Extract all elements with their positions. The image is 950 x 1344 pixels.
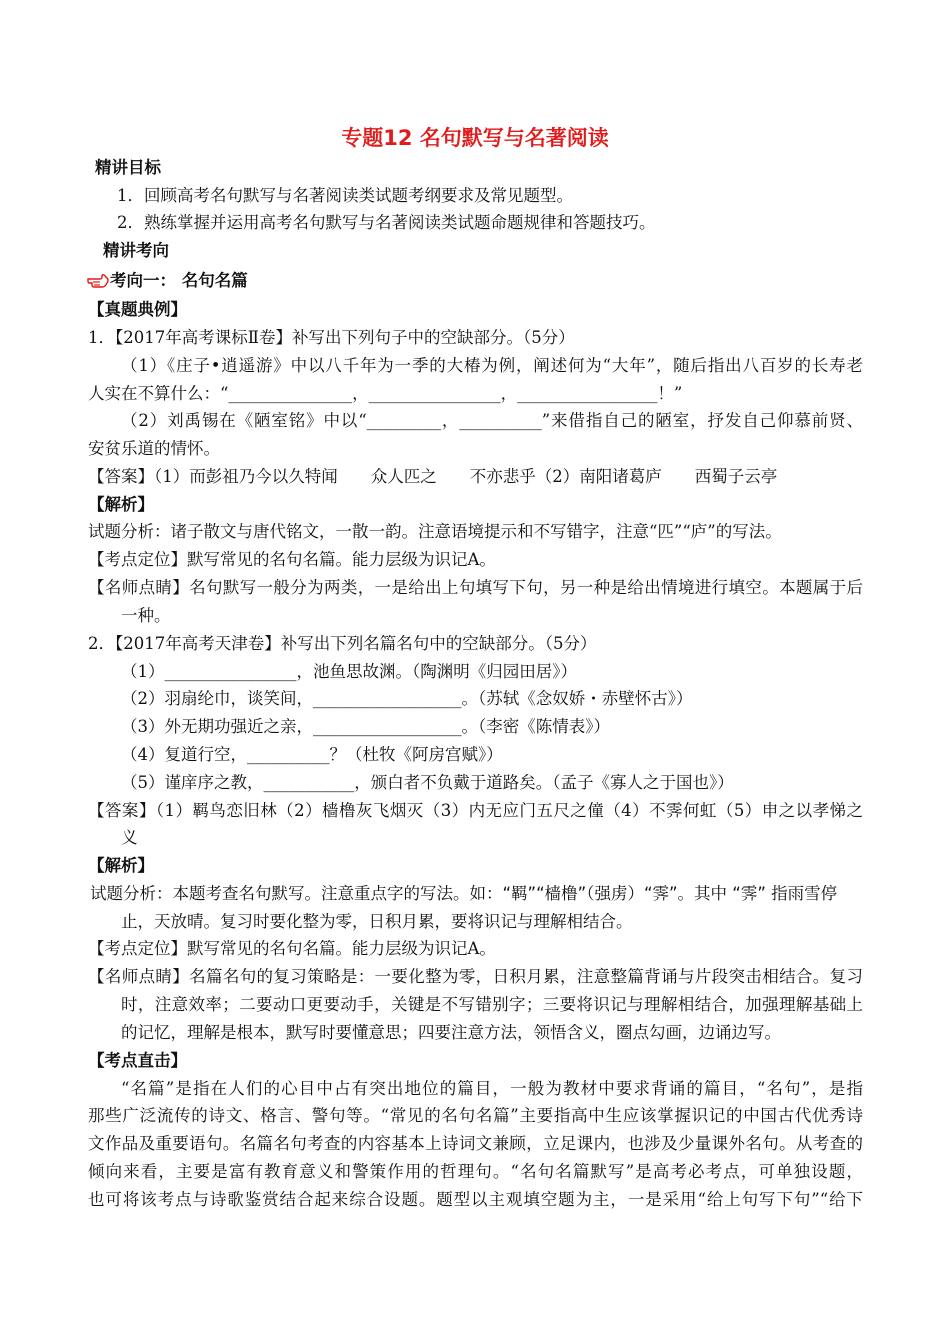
real-examples-heading: 【真题典例】	[88, 300, 187, 319]
q2-analysis-line2: 止，天放晴。复习时要化整为零，日积月累，要将识记与理解相结合。	[121, 912, 633, 931]
q2-answer-line1: 【答案】（1）羁鸟恋旧林（2）樯橹灰飞烟灭（3）内无应门五尺之僮（4）不霁何虹（5）申之以孝悌之	[88, 801, 863, 820]
q2-item-1: （1）________________，池鱼思故渊。（陶渊明《归园田居》）	[121, 662, 577, 681]
target-item-1: 1．回顾高考名句默写与名著阅读类试题考纲要求及常见题型。	[117, 186, 573, 205]
direct-heading: 【考点直击】	[88, 1051, 187, 1070]
q2-tips-line3: 的记忆，理解是根本，默写时要懂意思；四要注意方法，领悟含义，圈点勾画，边诵边写。	[121, 1023, 781, 1042]
q1-tips-line2: 一种。	[121, 606, 171, 625]
direct-line-2: 那些广泛流传的诗文、格言、警句等。“常见的名句名篇”主要指高中生应该掌握识记的中国古代优秀诗	[88, 1106, 863, 1125]
target-item-2: 2．熟练掌握并运用高考名句默写与名著阅读类试题命题规律和答题技巧。	[117, 213, 656, 232]
direction-heading: 精讲考向	[103, 241, 169, 260]
q2-tips-line2: 时，注意效率；二要动口更要动手，关键是不写错别字；三要将识记与理解相结合，加强理解基础上	[121, 995, 863, 1014]
q1-analysis: 试题分析：诸子散文与唐代铭文，一散一韵。注意语境提示和不写错字，注意“匹”“庐”的写法。	[88, 522, 782, 541]
direct-line-3: 文作品及重要语句。名篇名句考查的内容基本上诗词文兼顾，立足课内，也涉及少量课外名句。从考查的	[88, 1134, 863, 1153]
q2-item-5: （5）谨庠序之教，___________，颁白者不负戴于道路矣。（孟子《寡人之于国也》）	[121, 773, 734, 792]
direction-one: 考向一： 名句名篇	[110, 271, 248, 290]
q2-analysis-heading: 【解析】	[88, 856, 154, 875]
direct-line-4: 倾向来看，主要是富有教育意义和警策作用的哲理句。“名句名篇默写”是高考必考点，可单独设题，	[88, 1162, 863, 1181]
q2-stem: 2．【2017年高考天津卷】补写出下列名篇名句中的空缺部分。（5分）	[88, 634, 597, 653]
q1-part1-line1: （1）《庄子•逍遥游》中以八千年为一季的大椿为例，阐述何为“大年”，随后指出八百岁的长寿老	[121, 356, 863, 375]
q1-part1-line2: 人实在不算什么：“_______________，________________，_________________！”	[88, 384, 683, 403]
q2-item-3: （3）外无期功强近之亲，__________________。（李密《陈情表》）	[121, 717, 610, 736]
target-heading: 精讲目标	[95, 158, 161, 177]
q2-answer-line2: 义	[121, 828, 138, 847]
q1-locate: 【考点定位】默写常见的名句名篇。能力层级为识记A。	[88, 550, 496, 569]
q1-tips-line1: 【名师点睛】名句默写一般分为两类，一是给出上句填写下句，另一种是给出情境进行填空。本题属于后	[88, 578, 863, 597]
direct-line-1: “名篇”是指在人们的心目中占有突出地位的篇目，一般为教材中要求背诵的篇目，“名句”，是指	[121, 1079, 863, 1098]
direct-line-5: 也可将该考点与诗歌鉴赏结合起来综合设题。题型以主观填空题为主，一是采用“给上句写下句”“给下	[88, 1190, 863, 1209]
pointing-hand-icon	[87, 272, 109, 288]
q2-analysis-line1: 试题分析：本题考查名句默写。注意重点字的写法。如：“羁”“樯橹”（强虏）“霁”。其中 “霁” 指雨雪停	[90, 884, 838, 903]
q1-part2-line1: （2）刘禹锡在《陋室铭》中以“_________，__________”来借指自己的陋室，抒发自己仰慕前贤、	[121, 411, 863, 430]
q2-locate: 【考点定位】默写常见的名句名篇。能力层级为识记A。	[88, 939, 496, 958]
q2-item-4: （4）复道行空，__________？（杜牧《阿房宫赋》）	[121, 745, 503, 764]
page-title: 专题12 名句默写与名著阅读	[341, 126, 609, 150]
q1-part2-line2: 安贫乐道的情怀。	[88, 439, 220, 458]
q1-answer: 【答案】（1）而彭祖乃今以久特闻 众人匹之 不亦悲乎（2）南阳诸葛庐 西蜀子云亭	[88, 467, 778, 486]
q1-stem: 1．【2017年高考课标Ⅱ卷】补写出下列句子中的空缺部分。（5分）	[88, 328, 575, 347]
q2-tips-line1: 【名师点睛】名篇名句的复习策略是：一要化整为零，日积月累，注意整篇背诵与片段突击相结合。复习	[88, 967, 863, 986]
q2-item-2: （2）羽扇纶巾，谈笑间，__________________。（苏轼《念奴娇・赤壁怀古》）	[121, 689, 693, 708]
q1-analysis-heading: 【解析】	[88, 495, 154, 514]
